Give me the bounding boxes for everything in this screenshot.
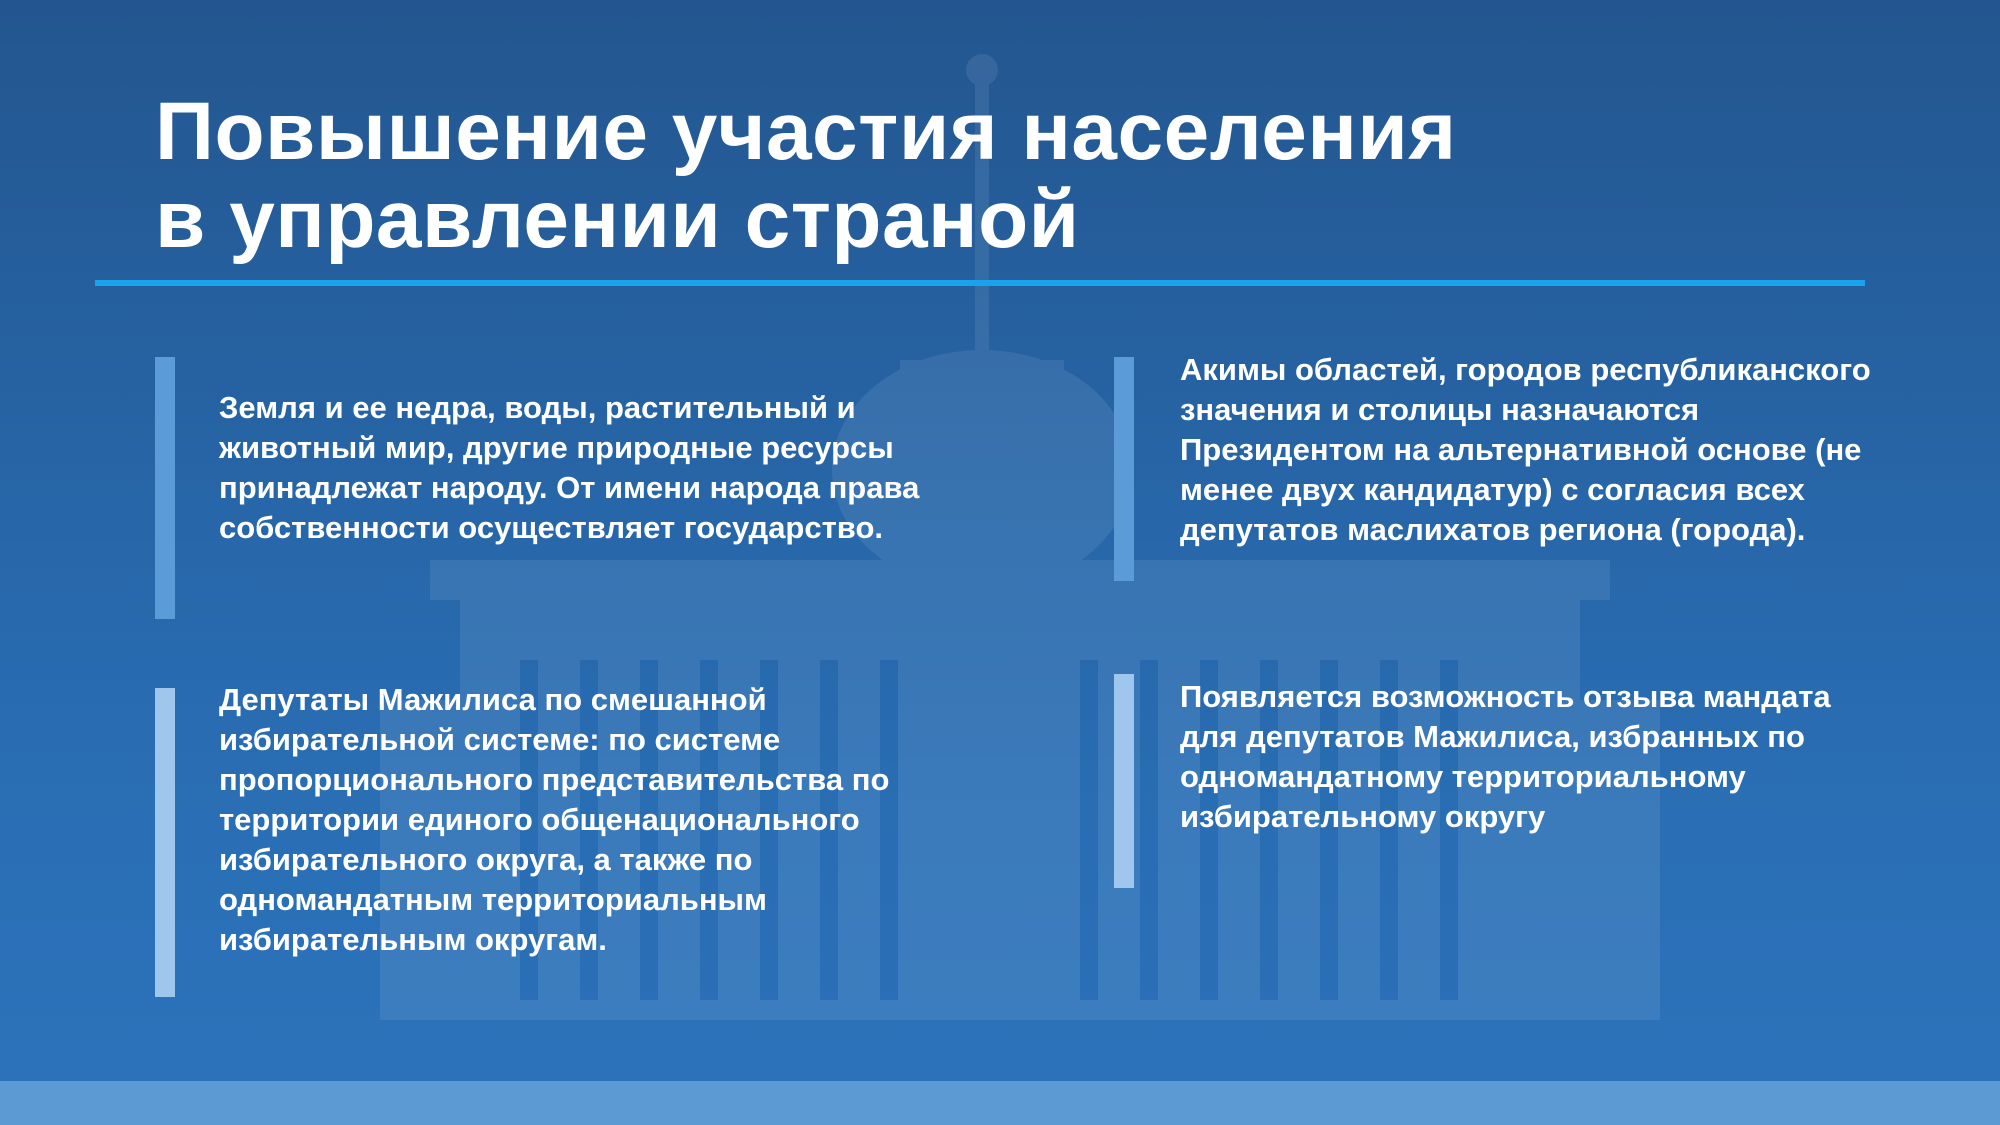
accent-bar — [155, 688, 175, 997]
info-block-text: Земля и ее недра, воды, растительный и животный мир, другие природные ресурсы принадлежат народу. От имени народа права собственности осуществляет государство. — [219, 390, 920, 545]
slide-title-line-2: в управлении страной — [155, 174, 1080, 265]
info-block-text: Депутаты Мажилиса по смешанной избирательной системе: по системе пропорционального представительства по территории единого общенационального избирательного округа, а также по одномандатным территориальным избирательным округам. — [219, 682, 890, 957]
slide-title — [155, 88, 1855, 264]
accent-bar — [1114, 674, 1134, 888]
footer-band — [0, 1081, 2000, 1125]
info-block-text: Акимы областей, городов республиканского значения и столицы назначаются Президентом на альтернативной основе (не менее двух кандидатур) с согласия всех депутатов маслихатов региона (города). — [1180, 352, 1871, 547]
accent-bar — [1114, 357, 1134, 581]
slide-title-line-1: Повышение участия населения — [155, 86, 1457, 177]
info-block-text: Появляется возможность отзыва мандата для депутатов Мажилиса, избранных по одномандатному территориальному избирательному округу — [1180, 679, 1831, 834]
accent-bar — [155, 357, 175, 619]
title-underline — [95, 280, 1865, 286]
